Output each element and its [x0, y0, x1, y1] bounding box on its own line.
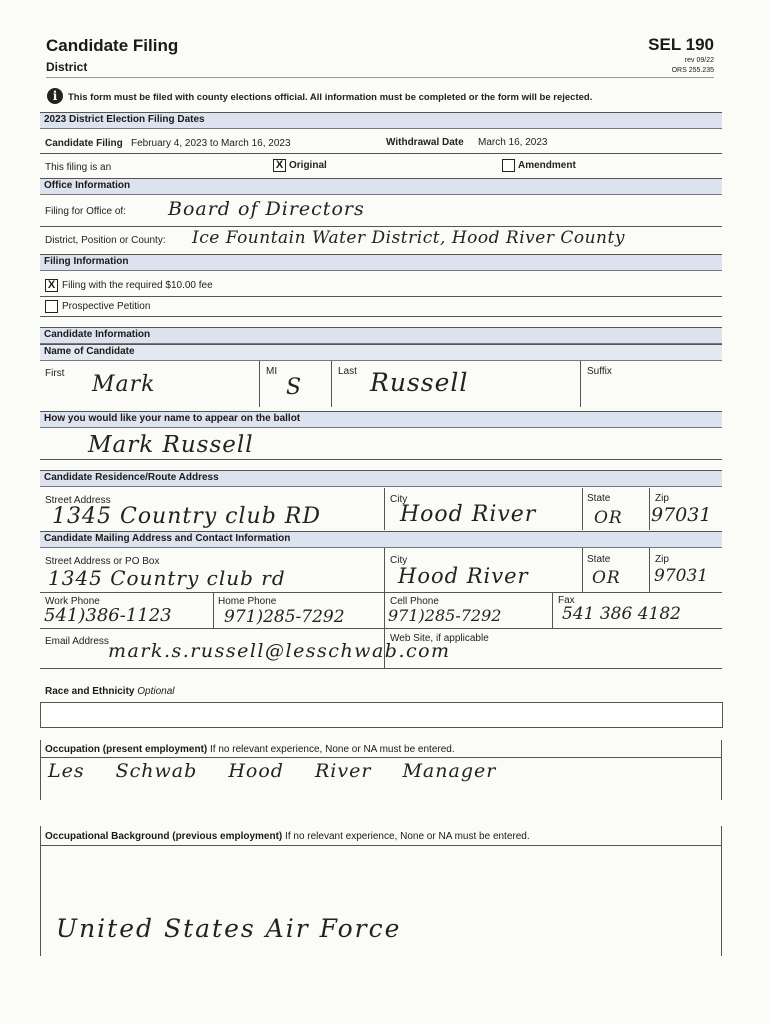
background-label-row: Occupational Background (previous employment) If no relevant experience, None or NA must be entered.	[45, 831, 530, 842]
mailing-city-value[interactable]: Hood River	[398, 564, 529, 588]
last-name-value[interactable]: Russell	[370, 368, 469, 397]
race-optional: Optional	[137, 686, 175, 697]
form-title: Candidate Filing	[46, 36, 179, 55]
ballot-name-header: How you would like your name to appear on the ballot	[40, 411, 722, 428]
candidate-filing-dates: February 4, 2023 to March 16, 2023	[131, 138, 291, 149]
residence-zip-value[interactable]: 97031	[651, 504, 712, 526]
info-icon: i	[47, 88, 63, 104]
header-divider	[46, 77, 714, 78]
original-checkbox[interactable]: X	[273, 159, 286, 172]
cell-phone-value[interactable]: 971)285-7292	[388, 606, 502, 625]
filing-info-header: Filing Information	[40, 254, 722, 271]
office-label: Filing for Office of:	[45, 206, 126, 217]
first-name-value[interactable]: Mark	[92, 372, 156, 397]
occupation-value[interactable]: Les Schwab Hood River Manager	[48, 760, 497, 782]
middle-initial-label: MI	[266, 366, 278, 377]
first-name-label: First	[45, 368, 65, 379]
mailing-zip-label: Zip	[655, 554, 669, 565]
mailing-state-label: State	[587, 554, 611, 565]
occupation-label-row: Occupation (present employment) If no relevant experience, None or NA must be entered.	[45, 744, 455, 755]
form-subtitle: District	[46, 60, 88, 74]
fax-label: Fax	[558, 595, 575, 606]
fee-label: Filing with the required $10.00 fee	[62, 280, 213, 291]
original-label: Original	[289, 160, 327, 171]
amendment-checkbox[interactable]	[502, 159, 515, 172]
email-label: Email Address	[45, 636, 109, 647]
mailing-city-label: City	[390, 555, 408, 566]
form-id: SEL 190	[648, 35, 714, 54]
petition-checkbox[interactable]	[45, 300, 58, 313]
candidate-filing-label: Candidate Filing	[45, 138, 123, 149]
notice-text: This form must be filed with county elections official. All information must be completed or the form will be rejected.	[68, 92, 593, 103]
mailing-zip-value[interactable]: 97031	[654, 566, 709, 586]
petition-label: Prospective Petition	[62, 301, 151, 312]
home-phone-value[interactable]: 971)285-7292	[224, 607, 345, 627]
fax-value[interactable]: 541 386 4182	[562, 604, 681, 624]
background-value[interactable]: United States Air Force	[56, 914, 402, 943]
office-value[interactable]: Board of Directors	[168, 198, 365, 220]
email-value[interactable]: mark.s.russell@lesschwab.com	[108, 640, 451, 662]
work-phone-value[interactable]: 541)386-1123	[44, 605, 172, 626]
work-phone-label: Work Phone	[45, 596, 100, 607]
election-dates-header: 2023 District Election Filing Dates	[40, 112, 722, 129]
ballot-name-value[interactable]: Mark Russell	[88, 432, 254, 458]
last-name-label: Last	[338, 366, 357, 377]
residence-city-label: City	[390, 494, 408, 505]
form-revision: rev 09/22	[684, 57, 714, 64]
background-note: If no relevant experience, None or NA must be entered.	[285, 831, 530, 842]
withdrawal-label: Withdrawal Date	[386, 137, 464, 148]
residence-state-value[interactable]: OR	[594, 508, 623, 528]
candidate-name-header: Name of Candidate	[40, 344, 722, 361]
occupation-note: If no relevant experience, None or NA must be entered.	[210, 744, 455, 755]
candidate-info-header: Candidate Information	[40, 327, 722, 344]
residence-city-value[interactable]: Hood River	[400, 502, 537, 527]
residence-street-label: Street Address	[45, 495, 111, 506]
race-field[interactable]	[40, 702, 723, 728]
race-label: Race and Ethnicity Optional	[45, 686, 175, 697]
mailing-street-value[interactable]: 1345 Country club rd	[48, 566, 286, 590]
form-statute: ORS 255.235	[671, 67, 714, 74]
amendment-label: Amendment	[518, 160, 576, 171]
residence-header: Candidate Residence/Route Address	[40, 470, 722, 487]
office-header: Office Information	[40, 178, 722, 195]
cell-phone-label: Cell Phone	[390, 596, 439, 607]
withdrawal-date: March 16, 2023	[478, 137, 548, 148]
residence-state-label: State	[587, 493, 611, 504]
website-label: Web Site, if applicable	[390, 633, 489, 644]
mailing-state-value[interactable]: OR	[592, 568, 621, 588]
district-label: District, Position or County:	[45, 235, 166, 246]
filing-type-label: This filing is an	[45, 162, 112, 173]
district-value[interactable]: Ice Fountain Water District, Hood River County	[192, 228, 625, 248]
mailing-street-label: Street Address or PO Box	[45, 556, 160, 567]
home-phone-label: Home Phone	[218, 596, 277, 607]
mailing-header: Candidate Mailing Address and Contact Information	[40, 531, 722, 548]
suffix-label: Suffix	[587, 366, 612, 377]
residence-street-value[interactable]: 1345 Country club RD	[52, 504, 321, 529]
middle-initial-value[interactable]: S	[286, 375, 303, 400]
fee-checkbox[interactable]: X	[45, 279, 58, 292]
residence-zip-label: Zip	[655, 493, 669, 504]
